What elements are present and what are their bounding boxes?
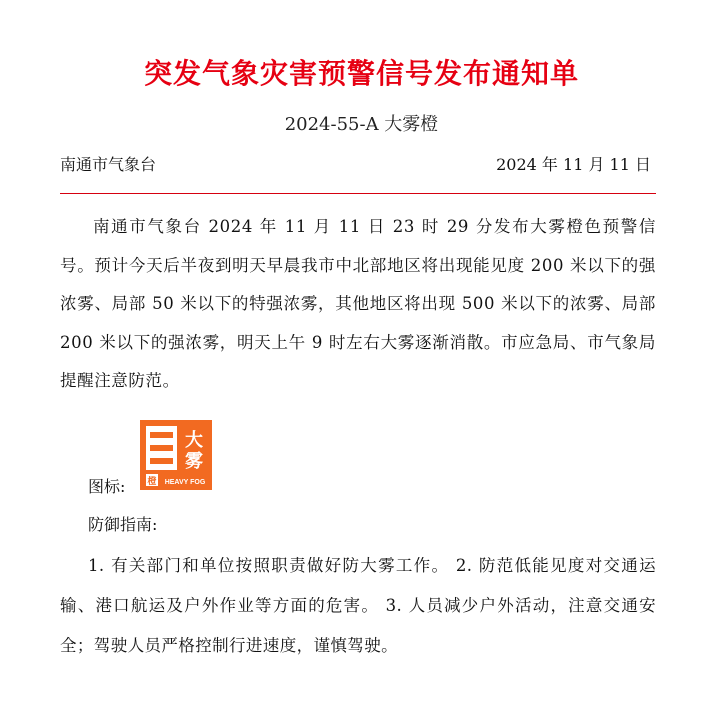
guide-text: 1. 有关部门和单位按照职责做好防大雾工作。 2. 防范低能见度对交通运输、港口航运及户外作业等方面的危害。 3. 人员减少户外活动，注意交通安全；驾驶人员严格控制行进速度，谨慎驾驶。 (60, 556, 656, 655)
badge-char-top: 大 (185, 430, 203, 451)
badge-small-char: 橙 (147, 477, 157, 487)
badge-text: HEAVY FOG (164, 479, 206, 486)
notice-body: 南通市气象台 2024 年 11 月 11 日 23 时 29 分发布大雾橙色预警信号。预计今天后半夜到明天早晨我市中北部地区将出现能见度 200 米以下的强浓雾、局部 50 米以下的特强浓雾，其他地区将出现 500 米以下的浓雾、局部 200 米以下的强浓雾，明天上午 9 时左右大雾逐渐消散。市应急局、市气象局提醒注意防范。 (60, 217, 656, 390)
icon-label: 图标: (88, 477, 126, 496)
notice-title: 突发气象灾害预警信号发布通知单 (143, 57, 579, 90)
badge-char-bottom: 雾 (185, 451, 203, 472)
header-divider (60, 193, 656, 194)
notice-code: 2024-55-A 大雾橙 (284, 114, 439, 135)
issue-date: 2024 年 11 月 11 日 (496, 155, 651, 174)
issuer-name: 南通市气象台 (60, 155, 157, 174)
guide-title: 防御指南: (88, 515, 158, 534)
heavy-fog-warning-icon (140, 420, 212, 490)
